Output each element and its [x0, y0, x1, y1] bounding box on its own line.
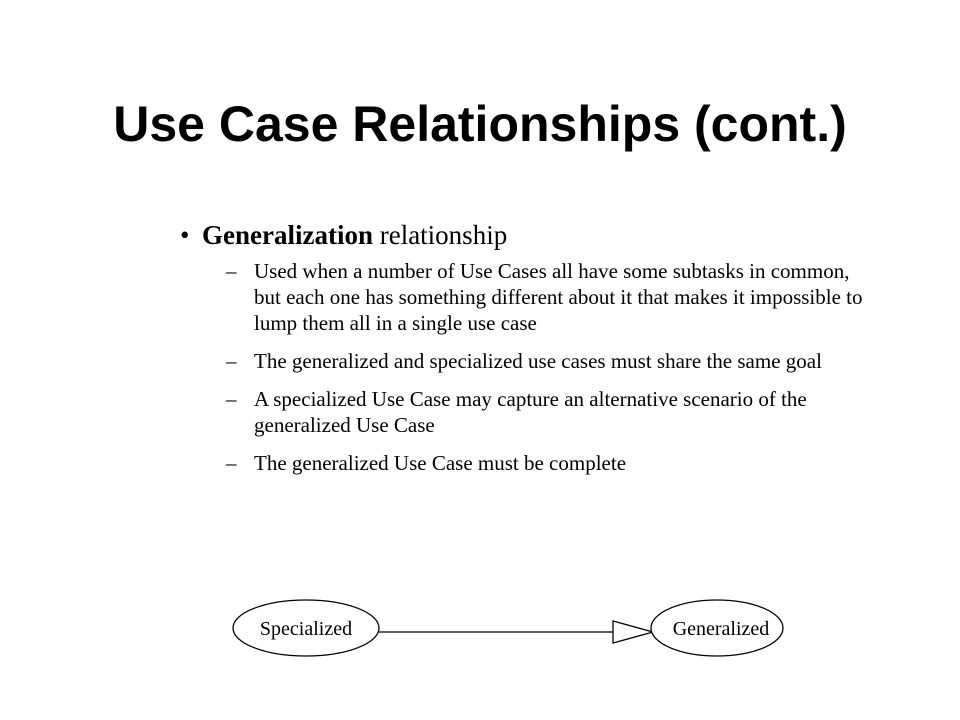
generalized-label: Generalized [672, 618, 770, 640]
sub-point-text: A specialized Use Case may capture an alternative scenario of the generalized Use Case [254, 387, 807, 437]
dash-marker: – [226, 451, 237, 475]
dash-marker: – [226, 259, 237, 283]
slide-title: Use Case Relationships (cont.) [113, 96, 847, 152]
sub-point-text: The generalized Use Case must be complete [254, 451, 627, 475]
bullet-bold-term: Generalization [202, 220, 373, 250]
hollow-triangle-arrowhead [613, 621, 653, 643]
bullet-rest: relationship [372, 220, 508, 250]
sub-point-text: The generalized and specialized use cases must share the same goal [254, 349, 822, 373]
bullet-marker: • [180, 220, 190, 250]
dash-marker: – [226, 349, 237, 373]
specialized-label: Specialized [259, 618, 353, 640]
sub-point-text: Used when a number of Use Cases all have some subtasks in common, but each one has something different about it that makes it impossible to lump them all in a single use case [254, 259, 863, 335]
dash-marker: – [226, 387, 237, 411]
